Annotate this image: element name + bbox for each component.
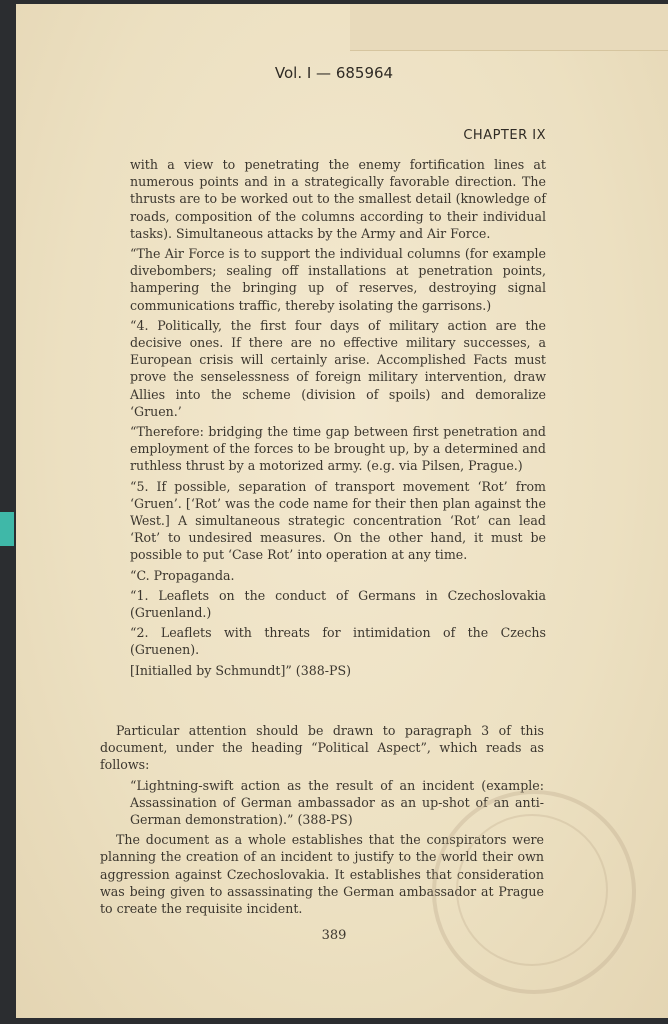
paragraph: “C. Propaganda. <box>130 567 235 583</box>
library-seal-watermark <box>432 790 636 994</box>
paragraph: “4. Politically, the first four days of military action are the decisive ones. If there are no effective military successes, a European crisis will certainly arise. Accomplished Facts must prove the senselessness of foreign military intervention, draw Allies into the scheme (division of spoils) and demoralize ‘Gruen.’ <box>130 317 546 419</box>
folded-corner <box>350 4 668 51</box>
paragraph: The document as a whole establishes that the conspirators were planning the creation of an incident to justify to the world their own aggression against Czechoslovakia. It establishes that consideration was being given to assassinating the German ambassador at Prague to create the requisite incident. <box>100 832 544 917</box>
seal-inner-ring <box>456 814 608 966</box>
left-tab-marker <box>0 512 14 546</box>
quoted-block <box>130 156 546 682</box>
paragraph: “The Air Force is to support the individual columns (for example divebombers; sealing off installations at penetration points, hampering the bringing up of reserves, destroying signal communications traffic, thereby isolating the garrisons.) <box>130 246 546 313</box>
paragraph: [Initialled by Schmundt]” (388-PS) <box>130 662 352 678</box>
paragraph: “2. Leaflets with threats for intimidation of the Czechs (Gruenen). <box>130 625 546 658</box>
paragraph: “5. If possible, separation of transport movement ‘Rot’ from ‘Gruen’. [‘Rot’ was the code name for their then plan against the West.] A simultaneous strategic concentration ‘Rot’ can lead ‘Rot’ to undesired measures. On the other hand, it must be possible to put ‘Case Rot’ into operation at any time. <box>130 478 546 563</box>
paragraph: “Lightning-swift action as the result of an incident (example: Assassination of German ambassador as an up-shot of an anti-German demonstration).” (388-PS) <box>130 777 544 828</box>
page-number: 389 <box>321 928 347 943</box>
chapter-heading: CHAPTER IX <box>463 128 546 143</box>
paragraph: “1. Leaflets on the conduct of Germans in Czechoslovakia (Gruenland.) <box>130 587 546 621</box>
paragraph: Particular attention should be drawn to paragraph 3 of this document, under the heading “Political Aspect”, which reads as follows: <box>100 723 544 773</box>
paragraph: “Therefore: bridging the time gap between first penetration and employment of the forces to be brought up, by a determined and ruthless thrust by a motorized army. (e.g. via Pilsen, Prague.) <box>130 424 546 474</box>
volume-header: Vol. I — 685964 <box>274 64 394 82</box>
paragraph: with a view to penetrating the enemy fortification lines at numerous points and in a strategically favorable direction. The thrusts are to be worked out to the smallest detail (knowledge of roads, composition of the columns according to their individual tasks). Simultaneous attacks by the Army and Air Force. <box>130 157 546 241</box>
